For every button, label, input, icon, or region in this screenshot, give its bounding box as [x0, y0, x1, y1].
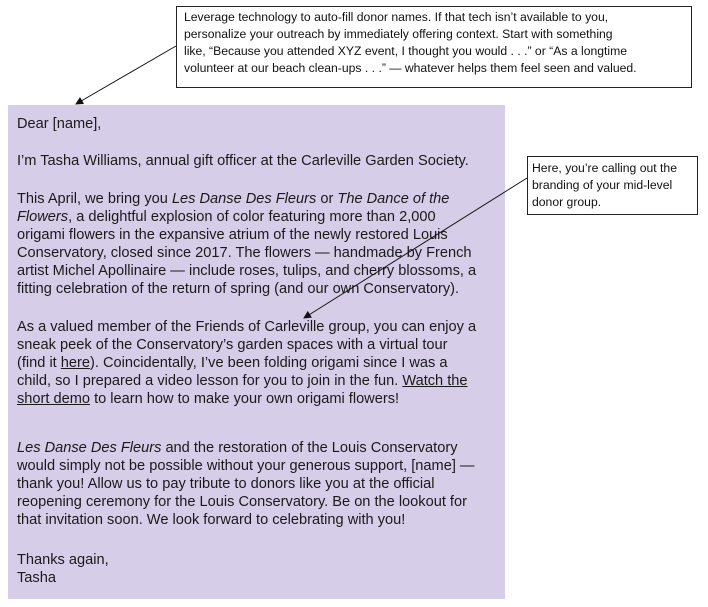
- callout-line: volunteer at our beach clean-ups . . .” — whatever helps them feel seen and valued.: [184, 61, 637, 75]
- letter-line: Conservatory, closed since 2017. The flowers — handmade by French: [17, 245, 472, 261]
- letter-line: artist Michel Apollinaire — include roses, tulips, and cherry blossoms, a: [17, 263, 477, 279]
- demo-link[interactable]: Watch the: [402, 373, 468, 389]
- letter-line: (find it here). Coincidentally, I’ve been folding origami since I was a: [17, 355, 448, 371]
- letter-line: Les Danse Des Fleurs and the restoration of the Louis Conservatory: [17, 440, 458, 456]
- letter-intro: I’m Tasha Williams, annual gift officer at the Carleville Garden Society.: [17, 153, 469, 169]
- letter-line: reopening ceremony for the Louis Conservatory. Be on the lookout for: [17, 494, 467, 510]
- letter-signature: Tasha: [17, 570, 56, 586]
- callout-line: like, “Because you attended XYZ event, I thought you would . . .” or “As a longtime: [184, 44, 628, 58]
- tour-link[interactable]: here: [60, 355, 91, 371]
- letter-line: short demo to learn how to make your own origami flowers!: [17, 391, 400, 407]
- letter-line: child, so I prepared a video lesson for you to join in the fun. Watch the: [17, 373, 468, 389]
- callout-line: personalize your outreach by immediately offering context. Start with something: [184, 27, 613, 41]
- callout-line: donor group.: [532, 195, 602, 209]
- letter-line: This April, we bring you Les Danse Des Fleurs or The Dance of the: [17, 191, 450, 207]
- letter-line: As a valued member of the Friends of Carleville group, you can enjoy a: [17, 319, 477, 335]
- demo-link[interactable]: short demo: [17, 391, 91, 407]
- callout-line: Leverage technology to auto-fill donor names. If that tech isn’t available to you,: [184, 10, 609, 24]
- arrow-to-group-name: [304, 178, 527, 318]
- letter-greeting: Dear [name],: [17, 116, 102, 132]
- letter-line: that invitation soon. We look forward to celebrating with you!: [17, 512, 406, 528]
- letter-line: origami flowers in the expansive atrium of the newly restored Louis: [17, 227, 448, 243]
- letter-line: would simply not be possible without your generous support, [name] —: [17, 458, 475, 474]
- letter-line: sneak peek of the Conservatory’s garden spaces with a virtual tour: [17, 337, 448, 353]
- arrow-to-greeting: [76, 46, 176, 104]
- callout-line: Here, you’re calling out the: [532, 161, 677, 175]
- letter-closing: Thanks again,: [17, 552, 109, 568]
- letter-line: thank you! Allow us to pay tribute to donors like you at the official: [17, 476, 435, 492]
- callout-line: branding of your mid-level: [532, 178, 673, 192]
- letter-line: Flowers, a delightful explosion of color featuring more than 2,000: [17, 209, 436, 225]
- letter-line: fitting celebration of the return of spring (and our own Conservatory).: [17, 281, 460, 297]
